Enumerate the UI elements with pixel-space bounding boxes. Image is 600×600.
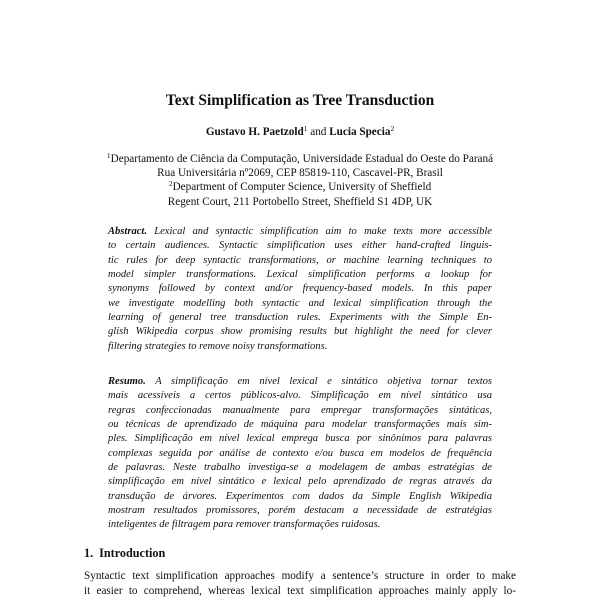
introduction-body <box>84 569 516 598</box>
affiliation-line <box>0 152 600 166</box>
abstract-line: we investigate modelling both syntactic and lexical simplification through the <box>108 297 492 309</box>
resumo-line: de palavras. Neste trabalho investiga-se a modelagem de ambas estratégias de <box>108 462 492 474</box>
body-line: it easier to comprehend, whereas lexical text simplification approaches mainly apply lo- <box>84 584 516 597</box>
abstract-label: Abstract. <box>108 226 147 237</box>
resumo-line <box>108 375 492 389</box>
abstract-line: glish Wikipedia corpus show promising results but highlight the need for clever <box>108 326 492 338</box>
abstract-line: filtering strategies to remove noisy transformations. <box>108 340 328 352</box>
affiliation-mark: 1 <box>106 151 111 160</box>
author-name-1: Gustavo H. Paetzold <box>205 126 304 138</box>
abstract-portuguese <box>108 375 492 533</box>
affiliation-mark: 2 <box>168 179 173 189</box>
abstract-text: Lexical and syntactic simplification aim to make texts more accessible <box>154 226 492 237</box>
resumo-line: inteligentes de filtragem para remover transformações ruidosas. <box>108 519 381 531</box>
abstract-line: tic rules for deep syntactic transformations, or machine learning techniques to <box>108 254 492 266</box>
author-conjunction: and <box>307 126 330 138</box>
affiliation-text: Departamento de Ciência da Computação, Universidade Estadual do Oeste do Paraná <box>110 153 494 165</box>
author-1-affil-mark: 1 <box>303 124 308 133</box>
author-line <box>0 125 600 139</box>
abstract-line <box>108 225 492 239</box>
resumo-line: transdução de árvores. Experimentos com dados da Simple English Wikipedia <box>108 490 492 502</box>
resumo-line: regras confeccionadas manualmente para empregar transformações sintáticas, <box>108 404 492 416</box>
resumo-line: ples. Simplificação em nível lexical emprega busca por sinônimos para palavras <box>108 433 492 445</box>
resumo-line: ou técnicas de aprendizado de máquina para modelar transformações mais sim- <box>108 419 492 431</box>
section-heading-introduction <box>84 546 165 561</box>
resumo-line: mostram resultados promissores, porém destacam a necessidade de estratégias <box>108 505 492 517</box>
affiliation-line <box>0 180 600 194</box>
abstract-line: model simpler transformations. Lexical simplification performs a lookup for <box>108 269 492 281</box>
abstract-english <box>108 225 492 354</box>
section-number: 1. <box>84 546 94 560</box>
affiliation-text: Department of Computer Science, University of Sheffield <box>172 181 432 194</box>
abstract-line: synonyms followed by context and/or frequency-based models. In this paper <box>108 283 492 295</box>
affiliation-line <box>0 166 600 180</box>
section-title: Introduction <box>99 546 166 560</box>
affiliation-text: Rua Universitária nº2069, CEP 85819-110, Cascavel-PR, Brasil <box>157 167 443 180</box>
paper-title: Text Simplification as Tree Transduction <box>165 92 435 109</box>
affiliation-line <box>0 195 600 209</box>
resumo-line: mais acessíveis a certos públicos-alvo. Simplificação em nível sintático usa <box>108 390 492 402</box>
abstract-line: learning of general tree transduction rules. Experiments with the Simple En- <box>108 312 492 324</box>
affiliation-text: Regent Court, 211 Portobello Street, Sheffield S1 4DP, UK <box>167 195 433 208</box>
author-2-affil-mark: 2 <box>390 124 395 133</box>
resumo-label: Resumo. <box>108 376 146 387</box>
resumo-text: A simplificação em nível lexical e sintático objetiva tornar textos <box>155 376 492 387</box>
body-line: Syntactic text simplification approaches modify a sentence’s structure in order to make <box>84 570 516 582</box>
abstract-line: to certain audiences. Syntactic simplification uses either hand-crafted linguis- <box>108 240 492 252</box>
resumo-line: simplificação em nível sintático e lexical pelo aprendizado de regras através da <box>108 476 492 488</box>
affiliations <box>0 152 600 209</box>
resumo-line: complexas seguida por análise de contexto e/ou busca em modelos de frequência <box>108 447 492 459</box>
author-name-2: Lucia Specia <box>329 126 391 138</box>
